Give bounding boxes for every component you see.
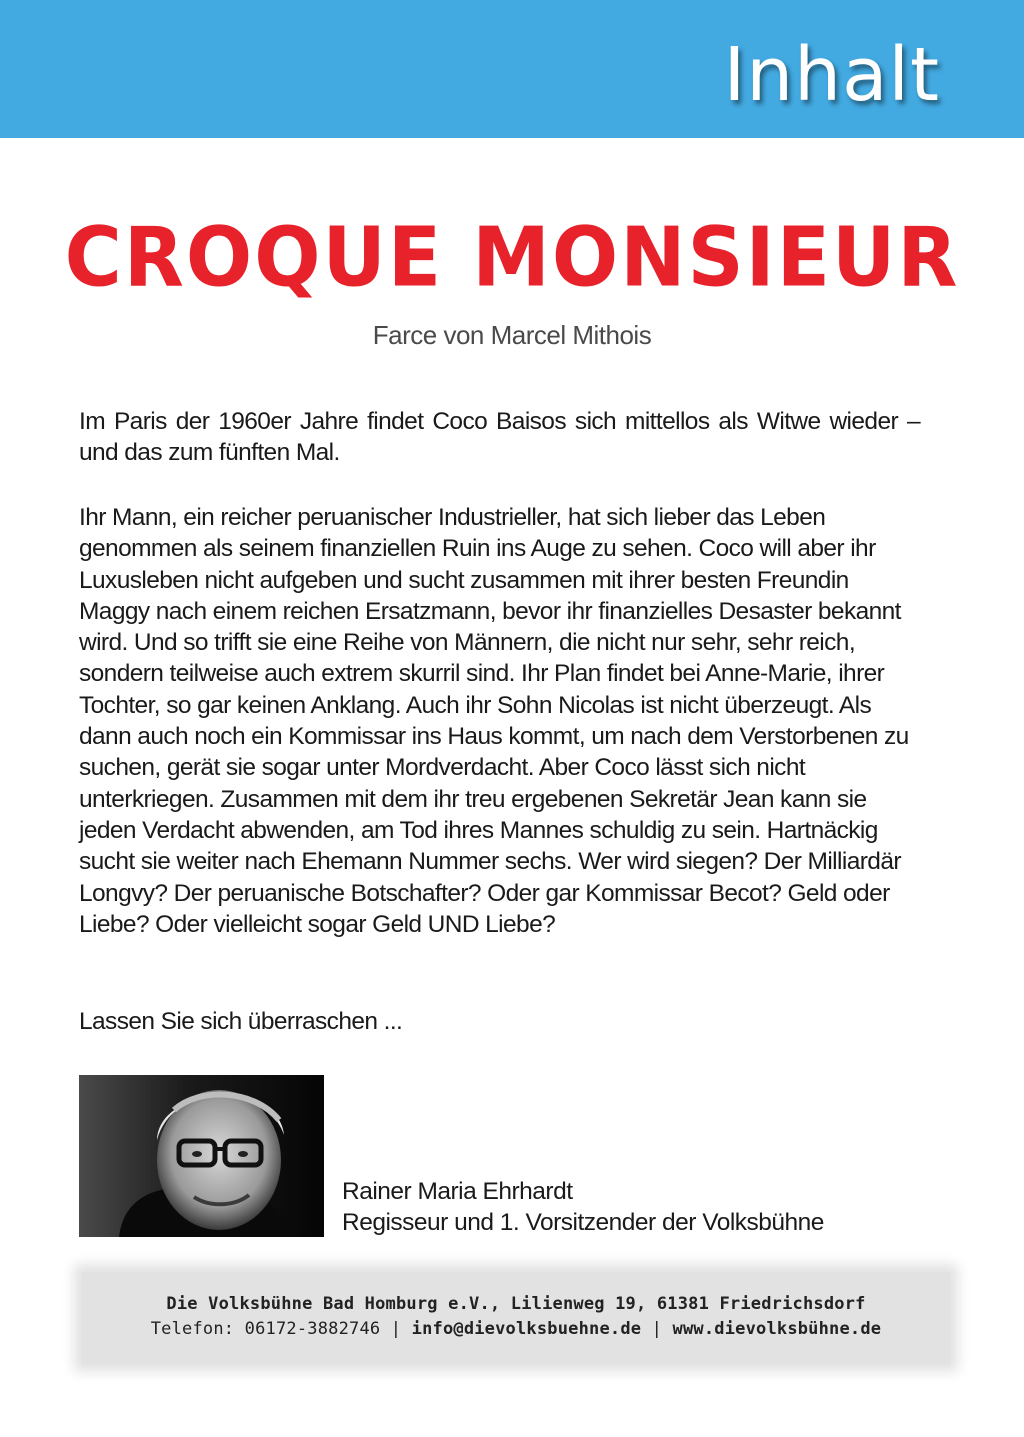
header-title: Inhalt (723, 32, 940, 118)
intro-paragraph: Im Paris der 1960er Jahre findet Coco Baisos sich mittellos als Witwe wieder – und das zum fünften Mal. (79, 408, 920, 467)
header-bar (0, 0, 1024, 138)
signature-role: Regisseur und 1. Vorsitzender der Volksbühne (342, 1209, 824, 1236)
director-portrait (79, 1075, 324, 1237)
footer-phone: Telefon: 06172-3882746 (150, 1319, 381, 1339)
synopsis-paragraph: Ihr Mann, ein reicher peruanischer Industrieller, hat sich lieber das Leben genommen als seinem finanziellen Ruin ins Auge zu sehen. Coco will aber ihr Luxusleben nicht aufgeben und sucht zusammen mit ihrer besten Freundin Maggy nach einem reichen Ersatzmann, bevor ihr finanzielles Desaster bekannt wird. Und so trifft sie eine Reihe von Männern, die nicht nur sehr, sehr reich, sondern teilweise auch extrem skurril sind. Ihr Plan findet bei Anne-Marie, ihrer Tochter, so gar keinen Anklang. Auch ihr Sohn Nicolas ist nicht überzeugt. Als dann auch noch ein Kommissar ins Haus kommt, um nach dem Verstorbenen zu suchen, gerät sie sogar unter Mordverdacht. Aber Coco lässt sich nicht unterkriegen. Zusammen mit dem ihr treu ergebenen Sekretär Jean kann sie jeden Verdacht abwenden, am Tod ihres Mannes schuldig zu sein. Hartnäckig sucht sie weiter nach Ehemann Nummer sechs. Wer wird siegen? Der Milliardär Longvy? Der peruanische Botschafter? Oder gar Kommissar Becot? Geld oder Liebe? Oder vielleicht sogar Geld UND Liebe? (79, 504, 909, 938)
portrait-illustration (79, 1075, 324, 1237)
play-subtitle: Farce von Marcel Mithois (372, 320, 652, 350)
footer-contact-line (82, 1319, 950, 1339)
footer-separator: | (380, 1319, 412, 1339)
signature-name: Rainer Maria Ehrhardt (342, 1178, 573, 1205)
signature-block (342, 1176, 824, 1238)
play-title: CROQUE MONSIEUR (64, 210, 960, 306)
footer-separator: | (641, 1319, 673, 1339)
closing-paragraph: Lassen Sie sich überraschen ... (79, 1008, 403, 1035)
footer-address: Die Volksbühne Bad Homburg e.V., Lilienweg 19, 61381 Friedrichsdorf (166, 1294, 866, 1314)
footer-contact-box (82, 1272, 950, 1364)
footer-email-link[interactable]: info@dievolksbuehne.de (411, 1319, 642, 1339)
footer-website-link[interactable]: www.dievolksbühne.de (672, 1319, 882, 1339)
